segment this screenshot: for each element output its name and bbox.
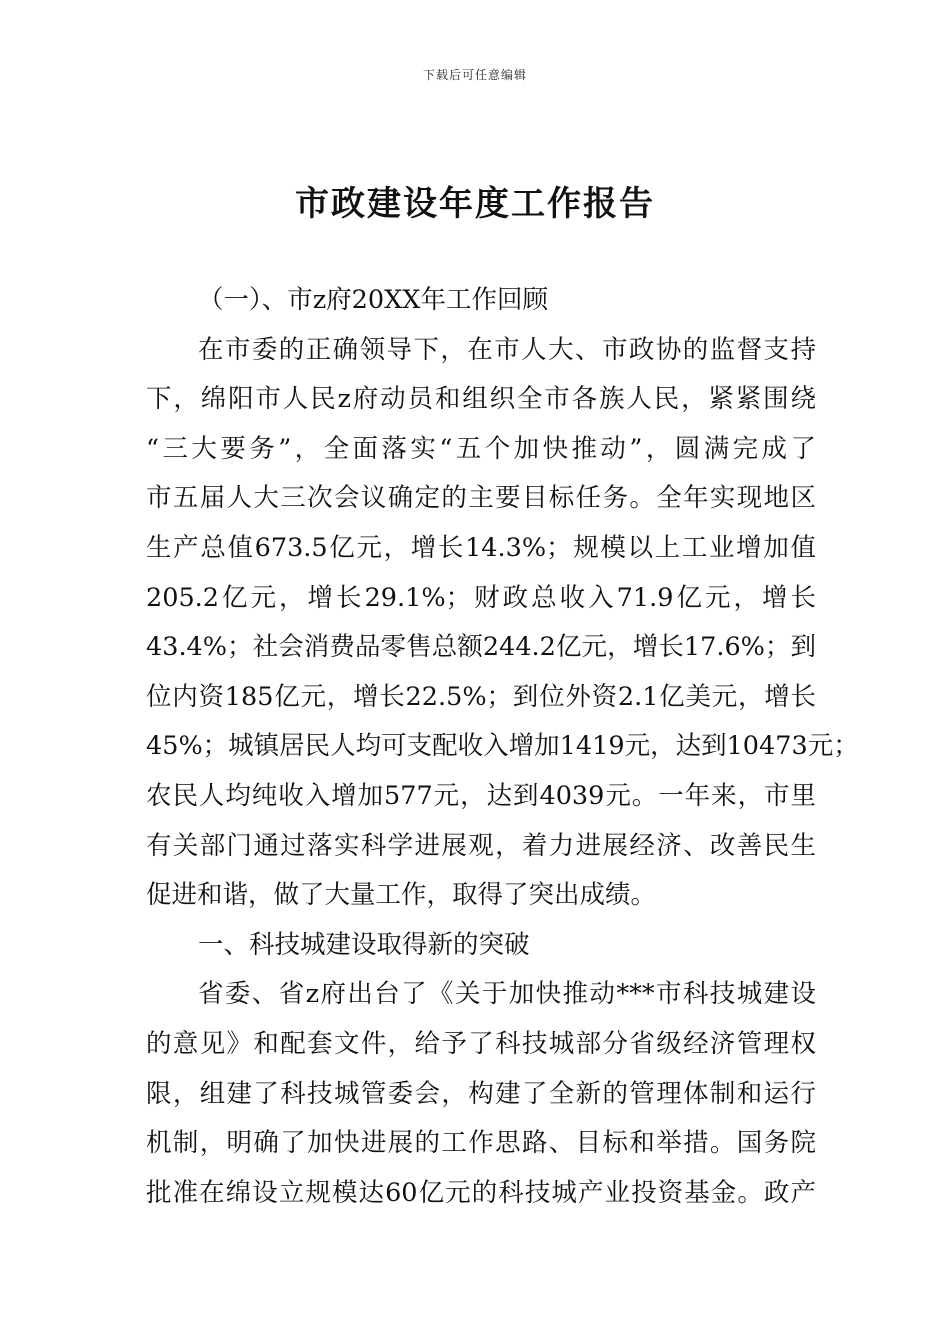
paragraph-line: “三大要务”，全面落实“五个加快推动”，圆满完成了 <box>146 433 816 464</box>
document-title: 市政建设年度工作报告 <box>295 184 655 224</box>
paragraph-line: 下，绵阳市人民z府动员和组织全市各族人民，紧紧围绕 <box>146 384 816 415</box>
paragraph-line: 批准在绵设立规模达60亿元的科技城产业投资基金。政产 <box>146 1177 816 1208</box>
paragraph-line: 促进和谐，做了大量工作，取得了突出成绩。 <box>146 880 657 911</box>
paragraph-line: 农民人均纯收入增加577元，达到4039元。一年来，市里 <box>146 780 816 811</box>
section-heading: 一、科技城建设取得新的突破 <box>198 929 530 960</box>
paragraph-line: 有关部门通过落实科学进展观，着力进展经济、改善民生 <box>146 830 816 861</box>
paragraph-line: 205.2亿元，增长29.1%；财政总收入71.9亿元，增长 <box>146 582 816 613</box>
paragraph-line: 生产总值673.5亿元，增长14.3%；规模以上工业增加值 <box>146 532 816 563</box>
paragraph-line: 限，组建了科技城管委会，构建了全新的管理体制和运行 <box>146 1078 816 1109</box>
paragraph-line: 省委、省z府出台了《关于加快推动***市科技城建设 <box>198 979 816 1010</box>
paragraph-line: 市五届人大三次会议确定的主要目标任务。全年实现地区 <box>146 483 816 514</box>
header-note: 下载后可任意编辑 <box>422 68 527 82</box>
paragraph-line: 在市委的正确领导下，在市人大、市政协的监督支持 <box>198 334 816 365</box>
paragraph-line: 43.4%；社会消费品零售总额244.2亿元，增长17.6%；到 <box>146 632 816 663</box>
paragraph-line: 的意见》和配套文件，给予了科技城部分省级经济管理权 <box>146 1028 816 1059</box>
section-heading: （一）、市z府20XX年工作回顾 <box>198 285 548 315</box>
document-body <box>146 280 859 1222</box>
paragraph-line: 45%；城镇居民人均可支配收入增加1419元，达到10473元； <box>146 731 859 762</box>
paragraph-line: 位内资185亿元，增长22.5%；到位外资2.1亿美元，增长 <box>146 681 816 712</box>
paragraph-line: 机制，明确了加快进展的工作思路、目标和举措。国务院 <box>146 1128 816 1159</box>
